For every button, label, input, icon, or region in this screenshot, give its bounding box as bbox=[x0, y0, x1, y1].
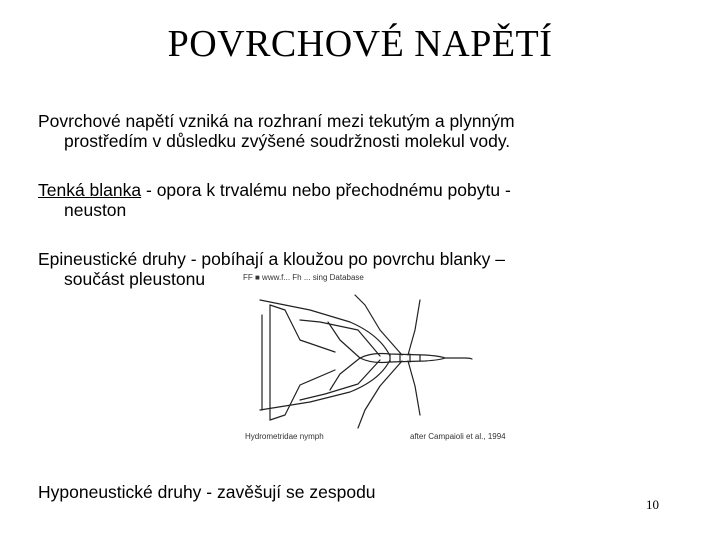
paragraph-line: prostředím v důsledku zvýšené soudržnosti molekul vody. bbox=[64, 131, 511, 151]
paragraph-surface-tension bbox=[38, 111, 678, 151]
paragraph-hyponeustic: Hyponeustické druhy - zavěšují se zespodu bbox=[38, 482, 376, 502]
paragraph-line: součást pleustonu bbox=[64, 269, 206, 289]
water-measurer-drawing bbox=[240, 270, 530, 445]
paragraph-line: - opora k trvalému nebo přechodnému pobytu - bbox=[141, 180, 511, 200]
slide-title: POVRCHOVÉ NAPĚTÍ bbox=[167, 23, 553, 65]
insect-illustration bbox=[240, 270, 530, 445]
figure-caption-species: Hydrometridae nymph bbox=[245, 432, 324, 441]
figure-caption-source: after Campaioli et al., 1994 bbox=[410, 432, 506, 441]
term-thin-film: Tenká blanka bbox=[38, 180, 142, 200]
page-number: 10 bbox=[646, 497, 659, 512]
paragraph-thin-film bbox=[38, 180, 678, 220]
paragraph-line: Epineustické druhy - pobíhají a kloužou po povrchu blanky – bbox=[38, 249, 505, 269]
paragraph-line: neuston bbox=[64, 200, 127, 220]
paragraph-line: Povrchové napětí vzniká na rozhraní mezi tekutým a plynným bbox=[38, 111, 515, 131]
figure-credit: FF ■ www.f... Fh ... sing Database bbox=[243, 273, 364, 282]
